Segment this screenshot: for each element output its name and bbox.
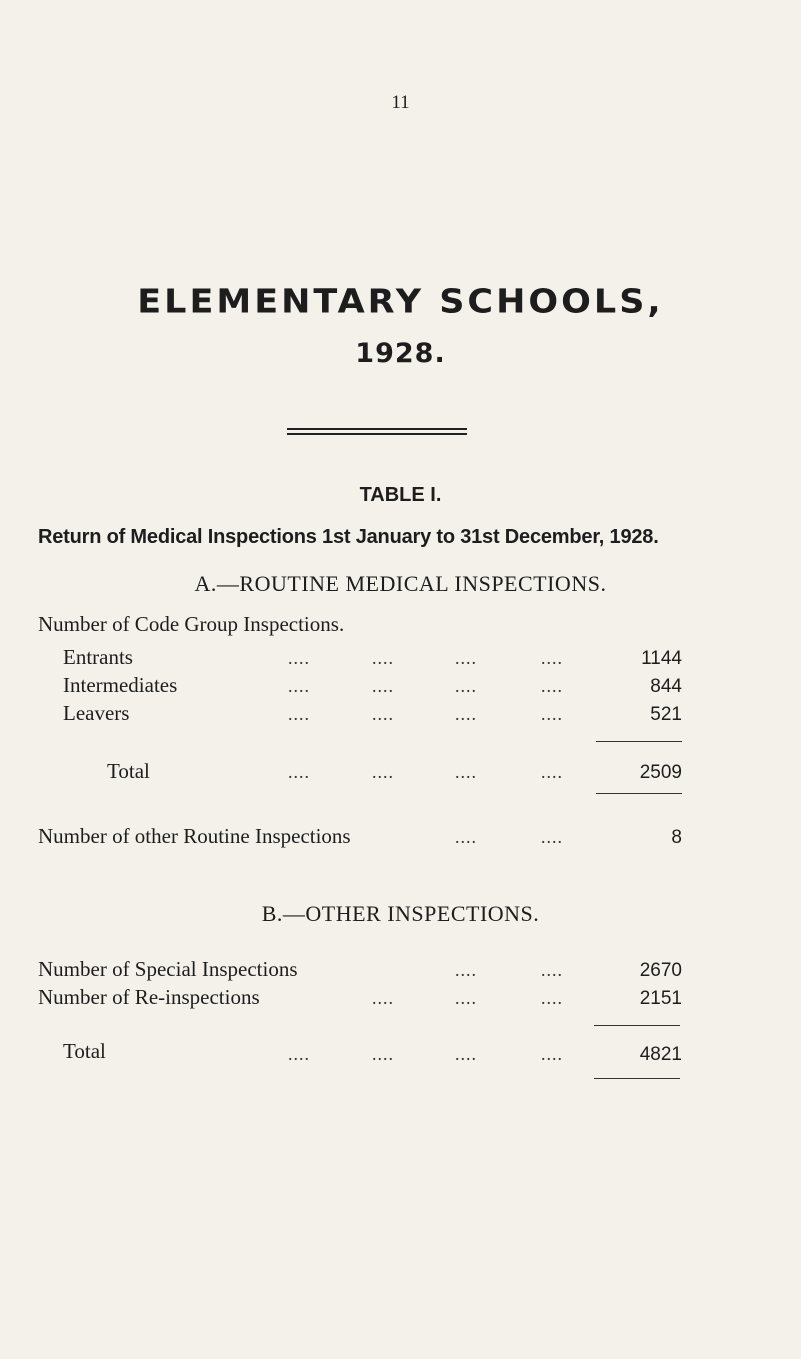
leader-dots: .... <box>455 762 477 782</box>
heading-year: 1928. <box>355 338 446 369</box>
leader-dots: .... <box>288 762 310 782</box>
total-value-b: 4821 <box>639 1044 682 1065</box>
sum-rule <box>594 1025 680 1026</box>
section-b-title: B.—OTHER INSPECTIONS. <box>261 901 540 926</box>
leader-dots: .... <box>455 988 477 1008</box>
leader-dots: .... <box>541 762 563 782</box>
leader-dots: .... <box>541 988 563 1008</box>
table-title: TABLE I. <box>359 484 442 506</box>
total-label-a: Total <box>107 759 150 783</box>
leader-dots: .... <box>455 827 477 847</box>
leader-dots: .... <box>372 762 394 782</box>
table-subtitle: Return of Medical Inspections 1st January to 31st December, 1928. <box>38 526 659 548</box>
leader-dots: .... <box>541 648 563 668</box>
other-routine-label: Number of other Routine Inspections <box>38 824 351 848</box>
row-label-reinspections: Number of Re-inspections <box>38 985 260 1009</box>
page-heading: ELEMENTARY SCHOOLS, <box>137 283 664 321</box>
leader-dots: .... <box>455 704 477 724</box>
leader-dots: .... <box>541 704 563 724</box>
total-value-a: 2509 <box>639 762 682 783</box>
leader-dots: .... <box>372 676 394 696</box>
row-label-special: Number of Special Inspections <box>38 957 298 981</box>
leader-dots: .... <box>541 960 563 980</box>
row-label-intermediates: Intermediates <box>63 673 178 697</box>
value-leavers: 521 <box>650 704 682 725</box>
leader-dots: .... <box>541 827 563 847</box>
row-label-leavers: Leavers <box>63 701 130 725</box>
leader-dots: .... <box>455 676 477 696</box>
leader-dots: .... <box>372 648 394 668</box>
leader-dots: .... <box>288 676 310 696</box>
total-rule <box>594 1078 680 1079</box>
leader-dots: .... <box>455 1044 477 1064</box>
leader-dots: .... <box>541 1044 563 1064</box>
row-label-entrants: Entrants <box>63 645 133 669</box>
total-rule <box>596 793 682 794</box>
leader-dots: .... <box>455 960 477 980</box>
leader-dots: .... <box>541 676 563 696</box>
value-intermediates: 844 <box>650 676 682 697</box>
leader-dots: .... <box>288 1044 310 1064</box>
leader-dots: .... <box>288 648 310 668</box>
leader-dots: .... <box>455 648 477 668</box>
value-special: 2670 <box>639 960 682 981</box>
leader-dots: .... <box>288 704 310 724</box>
sum-rule <box>596 741 682 742</box>
double-rule-divider <box>287 428 467 435</box>
leader-dots: .... <box>372 988 394 1008</box>
leader-dots: .... <box>372 704 394 724</box>
page-number: 11 <box>391 92 410 113</box>
value-reinspections: 2151 <box>639 988 682 1009</box>
code-group-label: Number of Code Group Inspections. <box>38 612 345 636</box>
leader-dots: .... <box>372 1044 394 1064</box>
other-routine-value: 8 <box>671 827 682 848</box>
total-label-b: Total <box>63 1039 106 1063</box>
value-entrants: 1144 <box>641 648 682 669</box>
section-a-title: A.—ROUTINE MEDICAL INSPECTIONS. <box>194 571 607 596</box>
